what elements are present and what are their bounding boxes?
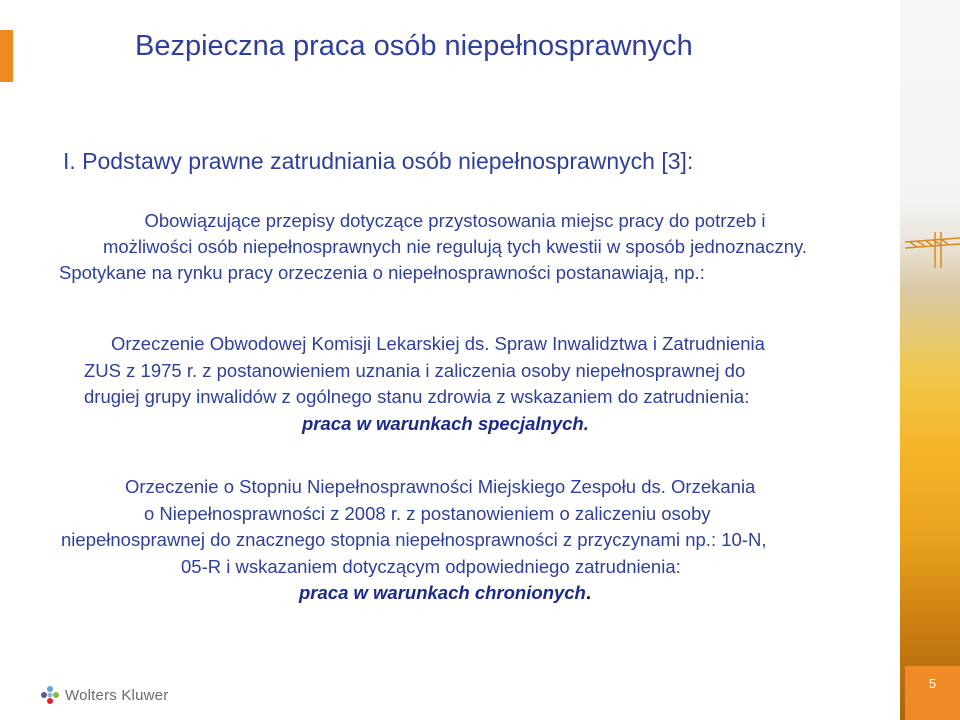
title-accent-bar: [0, 30, 13, 82]
wolters-kluwer-logo: [40, 683, 168, 707]
ruling-2-line-2: o Niepełnosprawności z 2008 r. z postanowieniem o zaliczeniu osoby: [144, 502, 711, 524]
intro-paragraph: [45, 208, 865, 286]
ruling-2-line-4: 05-R i wskazaniem dotyczącym odpowiedniego zatrudnienia:: [181, 555, 681, 577]
ruling-2-paragraph: [40, 474, 880, 607]
ruling-2-line-1: Orzeczenie o Stopniu Niepełnosprawności Miejskiego Zespołu ds. Orzekania: [125, 476, 756, 497]
crane-icon: [905, 232, 960, 268]
intro-line-2: możliwości osób niepełnosprawnych nie regulują tych kwestii w sposób jednoznaczny.: [102, 236, 808, 257]
page-number: 5: [928, 676, 937, 691]
section-heading: I. Podstawy prawne zatrudniania osób niepełnosprawnych [3]:: [63, 148, 694, 174]
intro-line-1: Obowiązujące przepisy dotyczące przystosowania miejsc pracy do potrzeb i: [144, 210, 766, 231]
logo-mark-icon: [40, 685, 60, 705]
ruling-2-emphasis: praca w warunkach chronionych: [299, 582, 586, 603]
ruling-2-emphasis-period: .: [585, 582, 591, 603]
ruling-1-paragraph: [40, 331, 880, 437]
ruling-1-emphasis: praca w warunkach specjalnych.: [302, 412, 589, 434]
page-number-box: [905, 666, 960, 720]
slide-title: Bezpieczna praca osób niepełnosprawnych: [135, 30, 693, 62]
logo-text: Wolters Kluwer: [65, 686, 169, 704]
ruling-1-line-2: ZUS z 1975 r. z postanowieniem uznania i zaliczenia osoby niepełnosprawnej do: [84, 359, 746, 381]
construction-photo-strip: [900, 0, 960, 720]
intro-line-3: Spotykane na rynku pracy orzeczenia o niepełnosprawności postanawiają, np.:: [59, 262, 705, 283]
ruling-1-line-3: drugiej grupy inwalidów z ogólnego stanu zdrowia z wskazaniem do zatrudnienia:: [84, 386, 750, 407]
ruling-1-line-1: Orzeczenie Obwodowej Komisji Lekarskiej ds. Spraw Inwalidztwa i Zatrudnienia: [111, 333, 765, 354]
ruling-2-line-3: niepełnosprawnej do znacznego stopnia niepełnosprawności z przyczynami np.: 10-N,: [61, 529, 767, 550]
